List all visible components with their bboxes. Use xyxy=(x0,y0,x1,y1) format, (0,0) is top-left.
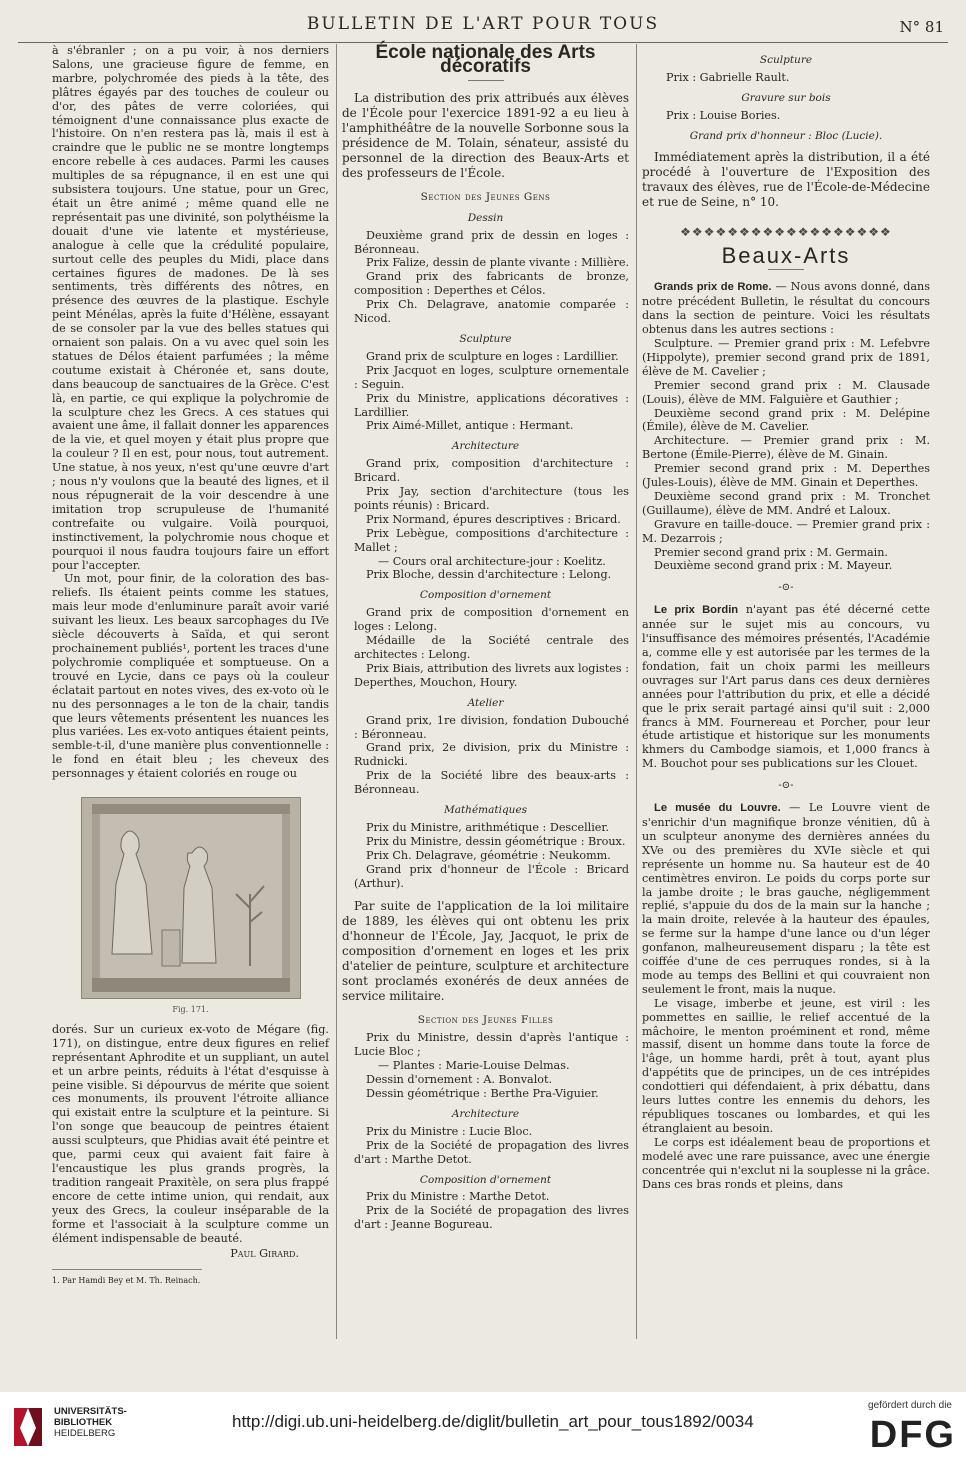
prize-entry: Dessin d'ornement : A. Bonvalot. xyxy=(366,1073,553,1087)
journal-title: BULLETIN DE L'ART POUR TOUS xyxy=(306,14,660,34)
dessin-list xyxy=(342,229,629,326)
paragraph: dorés. Sur un curieux ex-voto de Mégare (fig. 171), on distingue, entre deux figures en relief représentant Aphrodite et un suppliant, un autel et un arbre peints, réduits à l'état d'esquisse à peine visible. Si dépourvus de mérite que soient ces monuments, ils prouvent l'étroite alliance qui existait entre la sculpture et la peinture. Si l'on songe que beaucoup de peintres étaient aussi sculpteurs, que Phidias avait été peintre et que, parmi ceux qui avaient fait faire à l'encaustique les plus grands progrès, la tradition rangeait Praxitèle, on sera plus frappé encore de cette intime union, qui rendait, aux yeux des Grecs, la couleur inséparable de la forme et l'associait à la sculpture comme un élément indispensable de beauté. xyxy=(52,1022,329,1245)
subsection-dessin: Dessin xyxy=(467,211,504,224)
rome-entry: Premier second grand prix : M. Deperthes (Jules-Louis), élève de MM. Ginain et Deperthes. xyxy=(642,462,930,490)
architecture-list xyxy=(342,457,629,582)
institution-line: UNIVERSITÄTS- xyxy=(54,1406,127,1417)
institution-line: BIBLIOTHEK xyxy=(54,1417,113,1428)
prize-entry: Prix de la Société de propagation des livres d'art : Jeanne Bogureau. xyxy=(354,1204,629,1232)
prize-entry: Prix du Ministre, dessin d'après l'antique : Lucie Bloc ; xyxy=(354,1031,629,1059)
institution-line: HEIDELBERG xyxy=(54,1428,116,1439)
prize-entry: Deuxième grand prix de dessin en loges : Béronneau. xyxy=(354,228,629,256)
viewer-footer xyxy=(0,1392,966,1463)
rome-list xyxy=(642,337,930,573)
prize-entry: Prix Ch. Delagrave, anatomie comparée : Nicod. xyxy=(354,298,629,326)
rome-entry: Gravure en taille-douce. — Premier grand prix : M. Dezarrois ; xyxy=(642,517,930,545)
dfg-logo[interactable]: DFG xyxy=(869,1414,956,1456)
prize-entry: Prix Falize, dessin de plante vivante : Millière. xyxy=(366,256,630,270)
section-title-beaux-arts: Beaux-Arts xyxy=(721,243,851,269)
sculpture-list xyxy=(342,350,629,433)
prize-entry: Prix Ch. Delagrave, géométrie : Neukomm. xyxy=(366,848,611,862)
women-list xyxy=(342,1031,629,1101)
prize-entry: Prix Bloche, dessin d'architecture : Lelong. xyxy=(366,568,612,582)
louvre-paragraph xyxy=(642,801,930,997)
funded-by-label: gefördert durch die xyxy=(868,1400,952,1411)
rome-paragraph xyxy=(642,280,930,337)
exposition-paragraph: Immédiatement après la distribution, il a été procédé à l'ouverture de l'Exposition des travaux des élèves, rue de l'École-de-Médecine et rue de Seine, n° 10. xyxy=(642,149,930,209)
women-ornement-list xyxy=(342,1190,629,1232)
footnote xyxy=(52,1269,202,1288)
figure-ex-voto-megara xyxy=(81,797,301,999)
column-rule-left xyxy=(336,44,337,1339)
prize-entry: Prix Jacquot en loges, sculpture ornementale : Seguin. xyxy=(354,363,629,391)
prize-entry: Prix du Ministre, applications décoratives : Lardillier. xyxy=(354,391,629,419)
rome-entry: Premier second grand prix : M. Clausade (Louis), élève de MM. Falguière et Gauthier ; xyxy=(642,378,930,406)
section-heading-young-women: Section des Jeunes Filles xyxy=(417,1013,554,1026)
author-signature: Paul Girard. xyxy=(230,1247,299,1261)
rome-entry: Deuxième second grand prix : M. Mayeur. xyxy=(654,559,893,573)
figure-caption: Fig. 171. xyxy=(172,1005,209,1015)
paragraph: à s'ébranler ; on a pu voir, à nos derniers Salons, une gracieuse figure de femme, en marbre, polychromée des pieds à la tête, des plâtres égayés par des touches de couleur ou d'or, des pâtes de verre coloriées, qui témoignent d'une connaissance plus exacte de l'histoire. On n'en restera pas là, mais il est à craindre que le public ne se montre longtemps encore rebelle à ces audaces. Parmi les causes multiples de sa répugnance, il en est une qui subsistera toujours. Une statue, pour un Grec, était un être animé ; même quand elle ne représentait pas une divinité, son polythéisme la douait d'une vie latente et mystérieuse, analogue à celle que la crédulité populaire, surtout celle des peuples du Midi, place dans certaines figures de madones. De là ses sentiments, très différents des nôtres, en présence des œuvres de la plastique. Eschyle peint Ménélas, après la fuite d'Hélène, essayant de se consoler par la vue des belles statues qui ornaient son palais. On a vu avec quel soin les statues de Délos étaient parfumées ; la même coutume existait à Chéronée et, sans doute, dans beaucoup de sanctuaires de la Grèce. C'est là, en partie, ce qui explique la polychromie de la sculpture chez les Grecs. A ces statues qui avaient une âme, il fallait donner les apparences de la vie, et quel moyen y était plus propre que la couleur ? Il en est, pour nous, tout autrement. Une statue, à nos yeux, n'est qu'une œuvre d'art ; nous n'y voulons que la beauté des lignes, et il nous répugnerait de la voir descendre à une imitation trop scrupuleuse de l'humanité contrefaite ou vulgaire. Voilà pourquoi, instinctivement, la polychromie nous choque et pourquoi il nous faudra toujours faire un effort pour l'accepter. xyxy=(52,44,329,572)
title-divider xyxy=(768,269,804,270)
women-architecture-list xyxy=(342,1125,629,1167)
subsection-women-architecture: Architecture xyxy=(451,1107,520,1120)
math-list xyxy=(342,821,629,891)
prize-entry: Grand prix de sculpture en loges : Lardillier. xyxy=(366,349,619,363)
subsection-architecture: Architecture xyxy=(451,440,520,453)
prize-entry: Grand prix, composition d'architecture : Bricard. xyxy=(354,457,629,485)
issue-number: N° 81 xyxy=(899,18,944,36)
subsection-gravure: Gravure sur bois xyxy=(741,91,831,104)
column-middle xyxy=(342,44,629,1232)
prize-entry: Prix : Louise Bories. xyxy=(666,108,781,122)
column-left xyxy=(52,44,329,1288)
paragraph: Un mot, pour finir, de la coloration des bas-reliefs. Ils étaient peints comme les statues, mais leur mode d'enluminure paraît avoir varié suivant les lieux. Les beaux sarcophages du IVe siècle découverts à Saïda, et qui seront prochainement publiés¹, portent les traces d'une polychromie compliquée et somptueuse. On a trouvé en Lycie, dans ce pays où la couleur éclatait partout en notes vives, des ex-voto où le nu des personnages a le ton de la chair, tandis que leurs vêtements présentent les nuances les plus variées. Les ex-voto antiques étaient peints, semble-t-il, d'une manière plus conventionnelle : le fond en était bleu ; les cheveux des personnages y étaient coloriés en rouge ou xyxy=(52,572,329,781)
military-paragraph: Par suite de l'application de la loi militaire de 1889, les élèves qui ont obtenu les prix d'honneur de l'École, Jay, Jacquot, le prix de composition d'ornement en loges et les prix d'atelier de peinture, sculpture et architecture sont proclamés exonérés de deux années de service militaire. xyxy=(342,898,629,1003)
prize-entry: Prix de la Société de propagation des livres d'art : Marthe Detot. xyxy=(354,1138,629,1166)
column-right xyxy=(642,44,930,1191)
ornement-list xyxy=(342,606,629,689)
column-rule-right xyxy=(636,44,637,1339)
title-divider xyxy=(468,80,504,81)
ornamental-band: ❖❖❖❖❖❖❖❖❖❖❖❖❖❖❖❖❖❖ xyxy=(680,225,892,239)
prize-entry: Prix de la Société libre des beaux-arts : Béronneau. xyxy=(354,769,629,797)
prize-entry: Prix Normand, épures descriptives : Bricard. xyxy=(366,512,621,526)
prize-entry: Grand prix, 2e division, prix du Ministre : Rudnicki. xyxy=(354,741,629,769)
subsection-women-ornement: Composition d'ornement xyxy=(419,1173,552,1186)
subsection-mathematiques: Mathématiques xyxy=(443,804,528,817)
rome-entry: Premier second grand prix : M. Germain. xyxy=(654,545,888,559)
relief-illustration xyxy=(82,798,300,998)
prize-entry: Prix du Ministre, arithmétique : Descellier. xyxy=(366,820,610,834)
bordin-paragraph xyxy=(642,603,930,771)
rome-lead: Grands prix de Rome. xyxy=(654,281,772,294)
permalink-url[interactable]: http://digi.ub.uni-heidelberg.de/diglit/bulletin_art_pour_tous1892/0034 xyxy=(232,1412,754,1431)
prize-entry: Prix : Gabrielle Rault. xyxy=(666,70,790,84)
rome-entry: Deuxième second grand prix : M. Delépine (Émile), élève de M. Cavelier. xyxy=(642,406,930,434)
rome-entry: Sculpture. — Premier grand prix : M. Lefebvre (Hippolyte), premier second grand prix de 1891, élève de M. Cavelier ; xyxy=(642,336,930,378)
louvre-lead: Le musée du Louvre. xyxy=(654,802,781,815)
prize-entry: Grand prix, 1re division, fondation Dubouché : Béronneau. xyxy=(354,713,629,741)
prize-entry: Grand prix des fabricants de bronze, composition : Deperthes et Célos. xyxy=(354,270,629,298)
subsection-atelier: Atelier xyxy=(467,696,504,709)
intro-paragraph: La distribution des prix attribués aux élèves de l'École pour l'exercice 1891-92 a eu lieu à l'amphithéâtre de la nouvelle Sorbonne sous la présidence de M. Tolain, sénateur, assisté du personnel de la direction des Beaux-Arts et des professeurs de l'École. xyxy=(342,90,629,180)
prize-entry: Grand prix d'honneur de l'École : Bricard (Arthur). xyxy=(354,862,629,890)
prize-entry: Grand prix de composition d'ornement en loges : Lelong. xyxy=(354,606,629,634)
prize-entry: Prix Aimé-Millet, antique : Hermant. xyxy=(366,419,574,433)
prize-entry: Médaille de la Société centrale des architectes : Lelong. xyxy=(354,634,629,661)
separator: -⊙- xyxy=(778,780,794,792)
prize-entry: Prix du Ministre : Lucie Bloc. xyxy=(366,1124,533,1138)
article-title: École nationale des Arts décoratifs xyxy=(375,42,596,77)
subsection-ornement: Composition d'ornement xyxy=(419,589,552,602)
page-header xyxy=(18,10,948,43)
separator: -⊙- xyxy=(778,582,794,594)
bordin-text: n'ayant pas été décerné cette année sur le sujet mis au concours, vu l'insuffisance des mémoires présentés, l'Académie a, comme elle y est autorisée par les termes de la fondation, fait un choix parmi les meilleurs ouvrages sur l'Art parus dans ces deux dernières années pour l'attribution du prix, et elle a décidé que le prix serait partagé ainsi qu'il suit : 2,000 francs à MM. Fournereau et Porcher, pour leur étude artistique et historique sur les monuments khmers du Cambodge siamois, et 1,000 francs à M. Bouchot pour ses publications sur les Clouet. xyxy=(642,603,930,771)
footnote-text: 1. Par Hamdi Bey et M. Th. Reinach. xyxy=(52,1276,201,1286)
rome-entry: Deuxième second grand prix : M. Tronchet (Guillaume), élève de MM. André et Laloux. xyxy=(642,489,930,517)
prize-entry: Prix Lebègue, compositions d'architecture : Mallet ; xyxy=(354,526,629,554)
rome-entry: Architecture. — Premier grand prix : M. Bertone (Émile-Pierre), élève de M. Ginain. xyxy=(642,434,930,462)
subsection-sculpture-women: Sculpture xyxy=(759,54,813,66)
prize-entry: — Plantes : Marie-Louise Delmas. xyxy=(378,1059,570,1073)
university-library-logo-icon[interactable] xyxy=(10,1404,46,1450)
prize-entry: Prix du Ministre, dessin géométrique : Broux. xyxy=(366,834,626,848)
paragraph: Le visage, imberbe et jeune, est viril : les pommettes en saillie, le relief accentué de la mâchoire, le menton proéminent et rond, même massif, disent un homme dans toute la force de l'âge, un homme hardi, prêt à tout, ayant plus d'appétits que de principes, un de ces intrépides condottieri qui défendaient, à prix débattu, dans leurs luttes contre les ennemis du dehors, les républiques toscanes ou lombardes, et qui les étranglaient au besoin. xyxy=(642,996,930,1135)
altar xyxy=(162,930,180,966)
section-heading-young-men: Section des Jeunes Gens xyxy=(420,190,551,203)
paragraph: Le corps est idéalement beau de proportions et modelé avec une rare puissance, avec une énergie concentrée qui n'exclut ni la souplesse ni la grâce. Dans ces bras ronds et pleins, dans xyxy=(642,1135,930,1191)
subsection-sculpture: Sculpture xyxy=(459,332,512,345)
atelier-list xyxy=(342,714,629,797)
prize-entry: Prix du Ministre : Marthe Detot. xyxy=(366,1190,550,1204)
grand-prix-honneur: Grand prix d'honneur : Bloc (Lucie). xyxy=(689,129,883,142)
rome-text: — Nous avons donné, dans notre précédent Bulletin, le résultat du concours dans la section de peinture. Voici les résultats obtenus dans les autres sections : xyxy=(642,280,931,337)
prize-entry: — Cours oral architecture-jour : Koelitz. xyxy=(378,554,606,568)
prize-entry: Prix Biais, attribution des livrets aux logistes : Deperthes, Mouchon, Houry. xyxy=(354,661,629,689)
louvre-text: — Le Louvre vient de s'enrichir d'un magnifique bronze vénitien, dû à un sculpteur anonyme des dernières années du XVe ou des premières du XVIe siècle et qui représente un homme nu. Sa hauteur est de 40 centimètres environ. Le poids du corps porte sur la jambe droite ; le bras gauche, négligemment replié, s'appuie du dos de la main sur la hanche ; la main droite, relevée à la hauteur des épaules, se ferme sur la hampe d'une lance ou d'un léger gonfanon, malheureusement disparu ; la tête est coiffée d'une de ces perruques rondes, si à la mode au temps des Bellini et qui couvraient non seulement le front, mais la nuque. xyxy=(642,801,930,996)
university-library-name[interactable] xyxy=(54,1406,127,1439)
prize-entry: Dessin géométrique : Berthe Pra-Viguier. xyxy=(366,1087,599,1101)
bordin-lead: Le prix Bordin xyxy=(654,604,739,617)
prize-entry: Prix Jay, section d'architecture (tous les points réunis) : Bricard. xyxy=(354,485,629,512)
